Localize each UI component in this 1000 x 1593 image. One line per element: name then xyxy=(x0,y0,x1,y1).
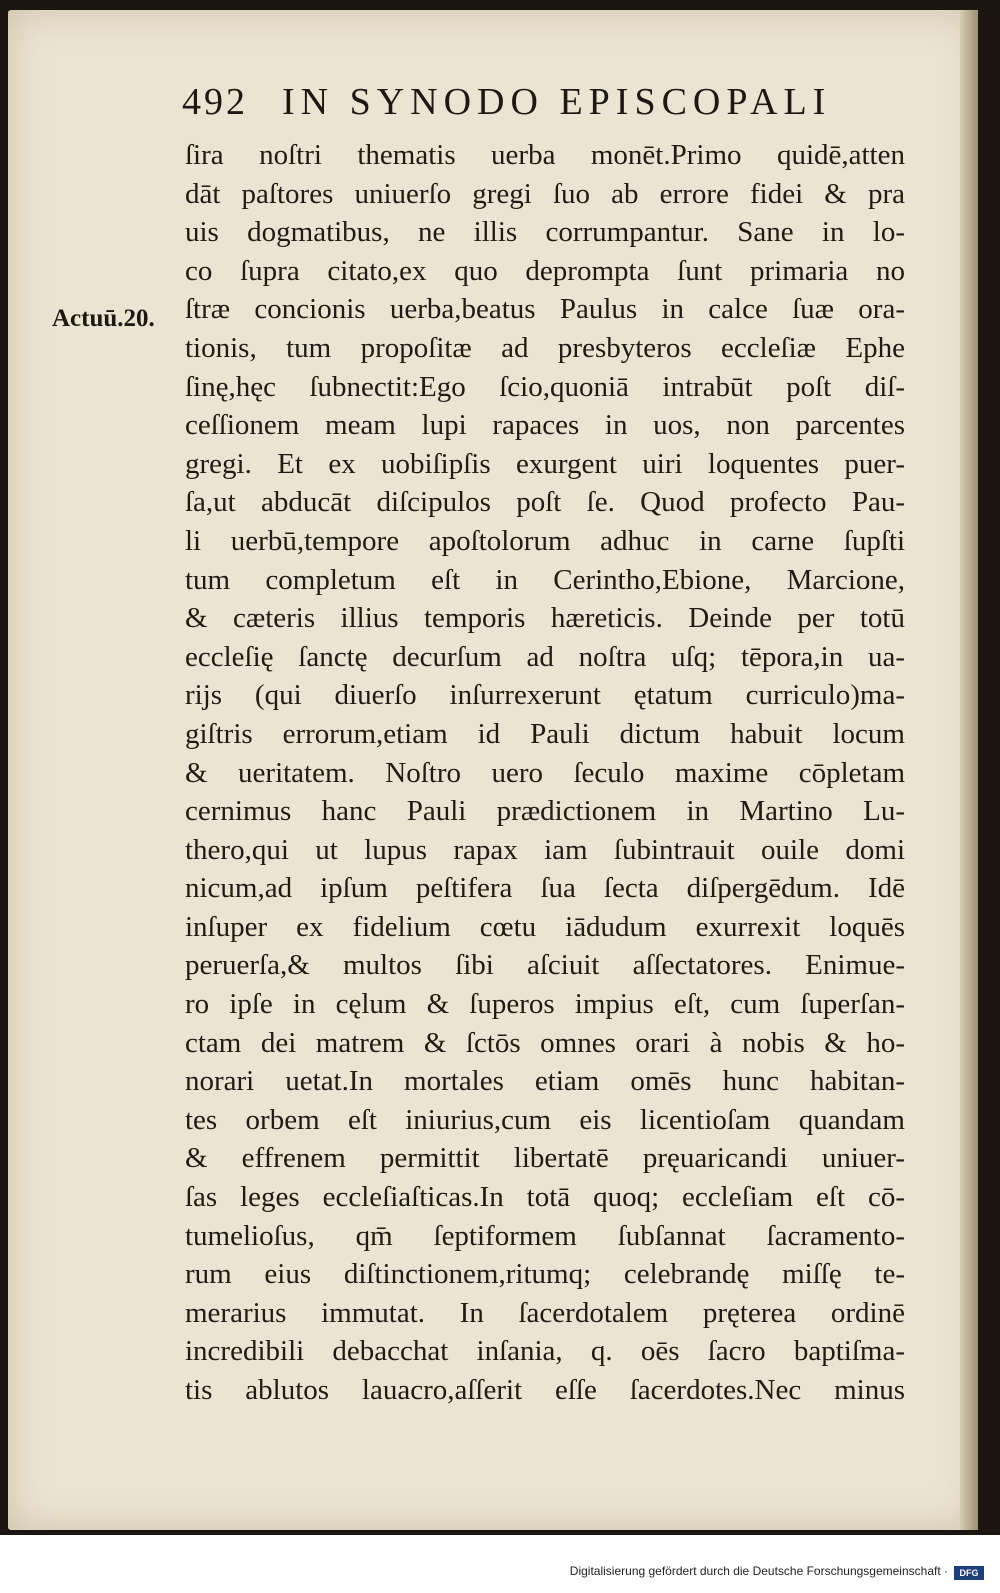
running-header xyxy=(182,80,882,130)
text-line: peruerſa,& multos ſibi aſciuit aſſectatores. Enimue- xyxy=(185,949,905,982)
running-title: IN SYNODO EPISCOPALI xyxy=(282,81,832,123)
text-line: ceſſionem meam lupi rapaces in uos, non parcentes xyxy=(185,409,905,442)
text-line: tum completum eſt in Cerintho,Ebione, Marcione, xyxy=(185,563,905,596)
text-line: rijs (qui diuerſo inſurrexerunt ętatum curriculo)ma- xyxy=(185,679,905,712)
text-line: ctam dei matrem & ſctōs omnes orari à nobis & ho- xyxy=(185,1026,905,1059)
text-line: & cæteris illius temporis hæreticis. Deinde per totū xyxy=(185,602,905,635)
text-line: tes orbem eſt iniurius,cum eis licentioſam quandam xyxy=(185,1103,905,1136)
text-line: dāt paſtores uniuerſo gregi ſuo ab errore fidei & pra xyxy=(185,177,905,210)
text-line: tis ablutos lauacro,aſſerit eſſe ſacerdotes.Nec minus xyxy=(185,1374,905,1406)
dfg-logo: DFG xyxy=(954,1566,984,1580)
text-line: tionis, tum propoſitæ ad presbyteros eccleſiæ Ephe xyxy=(185,331,905,364)
text-line: gregi. Et ex uobiſipſis exurgent uiri loquentes puer- xyxy=(185,447,905,480)
text-line: giſtris errorum,etiam id Pauli dictum habuit locum xyxy=(185,717,905,750)
text-line: uis dogmatibus, ne illis corrumpantur. Sane in lo- xyxy=(185,216,905,249)
text-line: eccleſię ſanctę decurſum ad noſtra uſq; tēpora,in ua- xyxy=(185,640,905,673)
text-line: & effrenem permittit libertatē pręuaricandi uniuer- xyxy=(185,1142,905,1175)
text-line: & ueritatem. Noſtro uero ſeculo maxime cōpletam xyxy=(185,756,905,789)
text-line: ſa,ut abducāt diſcipulos poſt ſe. Quod profecto Pau- xyxy=(185,486,905,519)
text-line: inſuper ex fidelium cœtu iādudum exurrexit loquēs xyxy=(185,910,905,943)
margin-note: Actuū.20. xyxy=(52,305,155,332)
text-line: merarius immutat. In ſacerdotalem pręterea ordinē xyxy=(185,1296,905,1329)
text-line: thero,qui ut lupus rapax iam ſubintrauit ouile domi xyxy=(185,833,905,866)
text-line: li uerbū,tempore apoſtolorum adhuc in carne ſupſti xyxy=(185,524,905,557)
text-line: ro ipſe in cęlum & ſuperos impius eſt, cum ſuperſan- xyxy=(185,988,905,1021)
text-line: rum eius diſtinctionem,ritumq; celebrandę miſſę te- xyxy=(185,1258,905,1291)
text-line: tumelioſus, qm̄ ſeptiformem ſubſannat ſacramento- xyxy=(185,1219,905,1252)
text-line: ſira noſtri thematis uerba monēt.Primo quidē,atten xyxy=(185,139,905,171)
text-line: co ſupra citato,ex quo deprompta ſunt primaria no xyxy=(185,254,905,287)
footer-bar xyxy=(0,1535,1000,1593)
text-line: ſas leges eccleſiaſticas.In totā quoq; eccleſiam eſt cō- xyxy=(185,1181,905,1214)
page-edge xyxy=(960,10,978,1530)
text-line: ſtræ concionis uerba,beatus Paulus in calce ſuæ ora- xyxy=(185,293,905,326)
footer-credit: Digitalisierung gefördert durch die Deutsche Forschungsgemeinschaft · xyxy=(569,1564,948,1578)
text-line: ſinę,hęc ſubnectit:Ego ſcio,quoniā intrabūt poſt diſ- xyxy=(185,370,905,403)
page-number: 492 xyxy=(182,81,248,123)
text-line: nicum,ad ipſum peſtifera ſua ſecta diſpergēdum. Idē xyxy=(185,872,905,905)
body-text xyxy=(185,136,905,1410)
text-line: cernimus hanc Pauli prædictionem in Martino Lu- xyxy=(185,795,905,828)
text-line: norari uetat.In mortales etiam omēs hunc habitan- xyxy=(185,1065,905,1098)
text-line: incredibili debacchat inſania, q. oēs ſacro baptiſma- xyxy=(185,1335,905,1368)
